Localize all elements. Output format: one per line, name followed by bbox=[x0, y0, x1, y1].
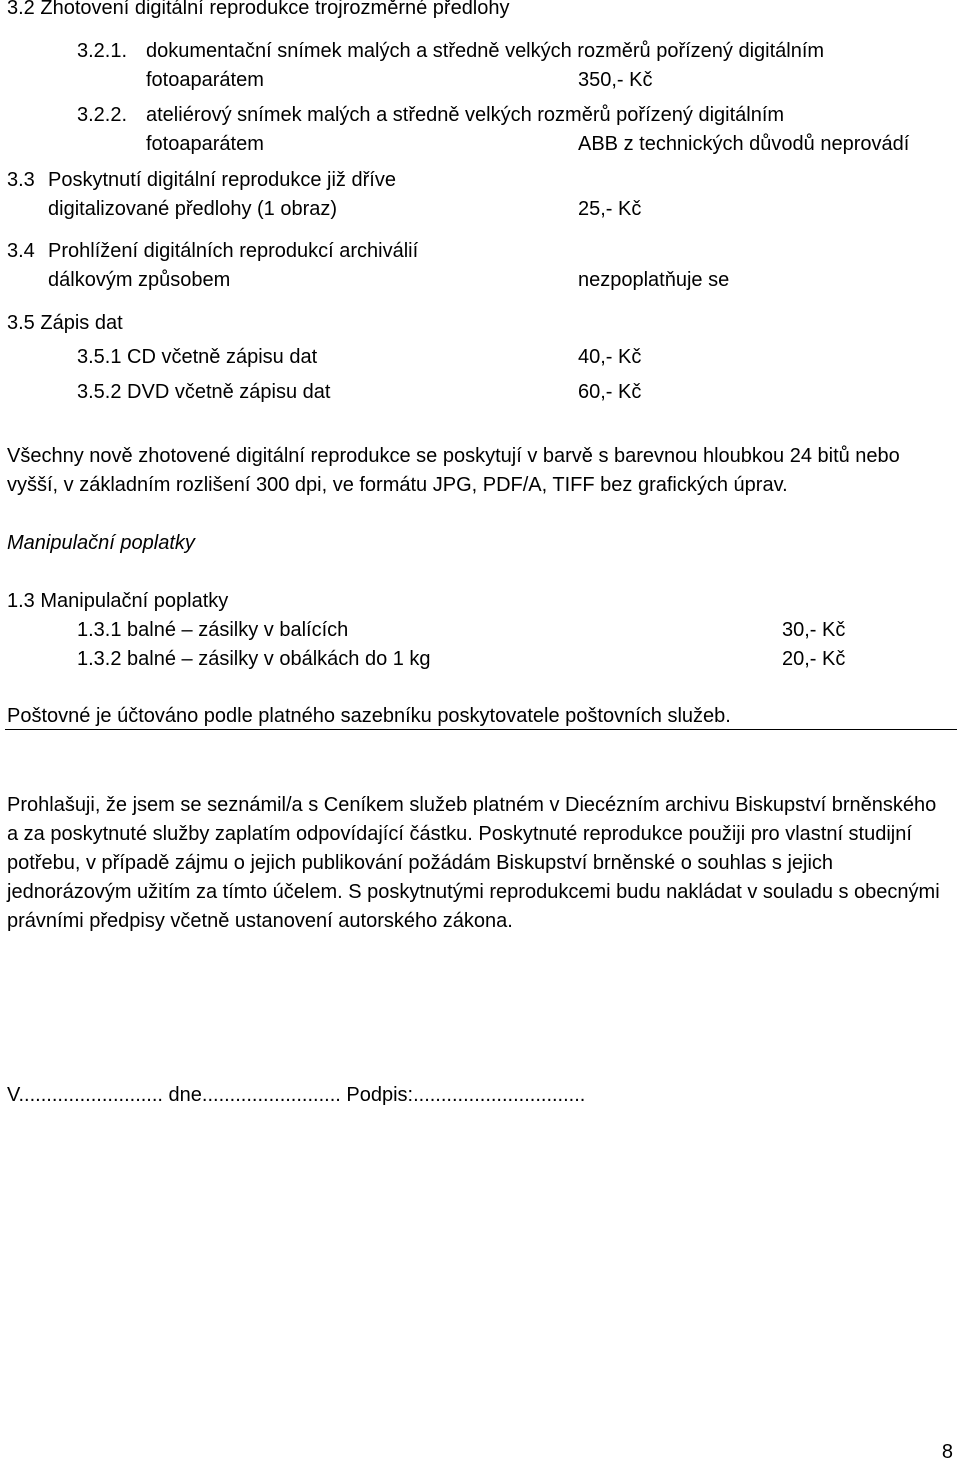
section-3-3-text-line1: Poskytnutí digitální reprodukce již dříve bbox=[48, 169, 396, 191]
item-3-2-2-price: ABB z technických důvodů neprovádí bbox=[578, 133, 910, 155]
digital-reproduction-note: Všechny nově zhotovené digitální reprodukce se poskytují v barvě s barevnou hloubkou 24 bitů nebo vyšší, v základním rozlišení 300 dpi, ve formátu JPG, PDF/A, TIFF bez grafických úprav. bbox=[7, 445, 900, 496]
item-3-2-2-number: 3.2.2. bbox=[77, 104, 128, 126]
section-3-3-price: 25,- Kč bbox=[578, 198, 642, 220]
item-3-2-2-text-line2: fotoaparátem bbox=[146, 133, 264, 155]
horizontal-divider bbox=[5, 729, 957, 730]
item-3-2-1-price: 350,- Kč bbox=[578, 69, 653, 91]
section-3-2-heading: 3.2 Zhotovení digitální reprodukce trojrozměrné předlohy bbox=[7, 0, 510, 19]
item-3-2-1-number: 3.2.1. bbox=[77, 40, 128, 62]
declaration-paragraph: Prohlašuji, že jsem se seznámil/a s Ceníkem služeb platném v Diecézním archivu Biskupství brněnského a za poskytnuté služby zaplatím odpovídající částku. Poskytnuté reprodukce použiji pro vlastní studijní potřebu, v případě zájmu o jejich publikování požádám Biskupství brněnské o souhlas s jejich jednorázovým užitím za tímto účelem. S poskytnutými reprodukcemi budu nakládat v souladu s obecnými právními předpisy včetně ustanovení autorského zákona. bbox=[7, 794, 940, 932]
handling-item-2-label: 1.3.2 balné – zásilky v obálkách do 1 kg bbox=[77, 648, 431, 670]
handling-item-2-price: 20,- Kč bbox=[782, 648, 846, 670]
signature-line: V.......................... dne......................... Podpis:............................... bbox=[7, 1084, 586, 1106]
section-3-3-number: 3.3 bbox=[7, 169, 35, 191]
postage-note: Poštovné je účtováno podle platného sazebníku poskytovatele poštovních služeb. bbox=[7, 705, 731, 727]
page-number: 8 bbox=[941, 1441, 953, 1463]
section-3-4-number: 3.4 bbox=[7, 240, 35, 262]
handling-item-1-price: 30,- Kč bbox=[782, 619, 846, 641]
section-3-4-price: nezpoplatňuje se bbox=[578, 269, 730, 291]
section-3-5-heading: 3.5 Zápis dat bbox=[7, 312, 123, 334]
item-3-2-1-text-line2: fotoaparátem bbox=[146, 69, 264, 91]
item-3-5-2-label: 3.5.2 DVD včetně zápisu dat bbox=[77, 381, 331, 403]
section-3-3-text-line2: digitalizované předlohy (1 obraz) bbox=[48, 198, 338, 220]
item-3-2-2-text-line1: ateliérový snímek malých a středně velkých rozměrů pořízený digitálním bbox=[146, 104, 785, 126]
handling-fees-heading: 1.3 Manipulační poplatky bbox=[7, 590, 229, 612]
section-3-4-text-line2: dálkovým způsobem bbox=[48, 269, 231, 291]
item-3-5-2-price: 60,- Kč bbox=[578, 381, 642, 403]
item-3-2-1-text-line1: dokumentační snímek malých a středně velkých rozměrů pořízený digitálním bbox=[146, 40, 825, 62]
handling-item-1-label: 1.3.1 balné – zásilky v balících bbox=[77, 619, 349, 641]
section-3-4-text-line1: Prohlížení digitálních reprodukcí archiválií bbox=[48, 240, 419, 262]
item-3-5-1-label: 3.5.1 CD včetně zápisu dat bbox=[77, 346, 318, 368]
handling-fees-title: Manipulační poplatky bbox=[7, 532, 195, 554]
item-3-5-1-price: 40,- Kč bbox=[578, 346, 642, 368]
